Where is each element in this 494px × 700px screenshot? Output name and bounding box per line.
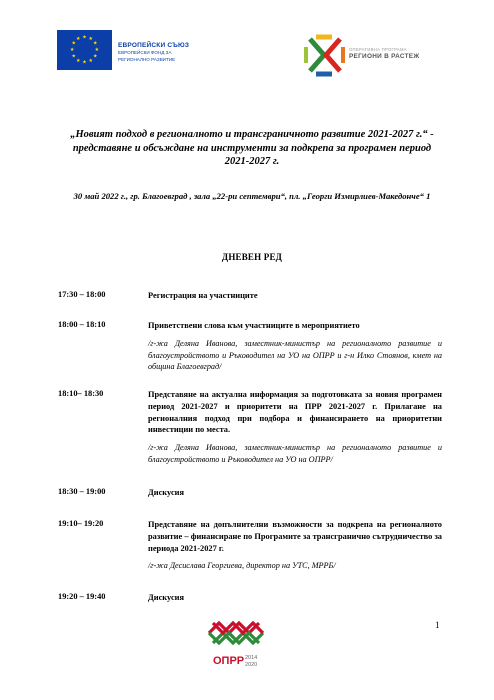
oprr-logo-years <box>245 655 257 668</box>
eu-logo-line2: ЕВРОПЕЙСКИ ФОНД ЗА <box>118 50 172 55</box>
agenda-speakers: /г-жа Десислава Георгиева, директор на УТС, МРРБ/ <box>148 561 336 571</box>
eu-logo-text <box>118 42 228 62</box>
svg-text:★: ★ <box>76 57 81 64</box>
agenda-title: Приветствени слова към участниците в мероприятието <box>148 321 360 330</box>
agenda-heading: ДНЕВЕН РЕД <box>221 252 283 262</box>
svg-text:★: ★ <box>88 57 93 64</box>
oprr-logo-year-start: 2014 <box>245 655 258 661</box>
oprr-logo-icon <box>205 613 267 653</box>
regions-logo-icon <box>302 33 347 78</box>
page-number: 1 <box>435 620 440 630</box>
agenda-speakers: /г-жа Деляна Иванова, заместник-министър на регионалното развитие и благоустройството и Ръководител на УО на ОПРР/ <box>148 443 442 464</box>
svg-text:★: ★ <box>82 59 87 66</box>
agenda-time: 18:10– 18:30 <box>58 389 104 398</box>
program-logo-text <box>349 47 449 60</box>
svg-text:★: ★ <box>92 53 98 60</box>
agenda-title: Представяне на актуална информация за подготовката за новия програмен период 2021-2027 и приоритети на ПРР 2021-2027 г. Прилагане на регионалния подход при подбора и финансирането на приоритетни инвестиции по места. <box>148 390 442 435</box>
document-title: „Новият подход в регионалното и трансграничното развитие 2021-2027 г.“ - представяне и обсъждане на инструменти за подкрепа за програмен период 2021-2027 г. <box>70 129 434 167</box>
program-logo-line1: ОПЕРАТИВНА ПРОГРАМА <box>349 47 407 52</box>
oprr-logo-name: ОПРР <box>213 655 245 667</box>
agenda-time: 17:30 – 18:00 <box>58 290 106 299</box>
svg-text:★: ★ <box>69 47 75 53</box>
agenda-title: Дискусия <box>148 593 185 602</box>
svg-text:★: ★ <box>82 34 87 41</box>
svg-text:★: ★ <box>76 36 81 43</box>
svg-text:★: ★ <box>71 40 77 47</box>
eu-logo-line3: РЕГИОНАЛНО РАЗВИТИЕ <box>118 56 176 62</box>
agenda-time: 19:10– 19:20 <box>58 519 104 528</box>
svg-text:★: ★ <box>88 36 93 43</box>
oprr-logo-year-end: 2020 <box>245 661 258 668</box>
agenda-time: 18:00 – 18:10 <box>58 320 106 329</box>
eu-flag-icon <box>57 30 112 70</box>
program-logo-line2: РЕГИОНИ В РАСТЕЖ <box>349 53 420 60</box>
event-details: 30 май 2022 г., гр. Благоевград , зала „22-ри септември“, пл. „Георги Измирлиев-Македончe“ 1 <box>73 191 431 201</box>
svg-text:★: ★ <box>71 53 77 60</box>
agenda-title: Представяне на допълнителни възможности за подкрепа на регионалното развитие – финансиране по Програмите за трансгранично сътрудничество за периода 2021-2027 г. <box>148 520 442 553</box>
svg-text:★: ★ <box>94 47 100 53</box>
eu-logo-line1: ЕВРОПЕЙСКИ СЪЮЗ <box>118 42 190 49</box>
svg-text:★: ★ <box>92 40 98 47</box>
agenda-time: 18:30 – 19:00 <box>58 487 106 496</box>
agenda-speakers: /г-жа Деляна Иванова, заместник-министър на регионалното развитие и благоустройството и Ръководител на УО на ОПРР и г-н Илко Стоянов, кмет на община Благоевград/ <box>148 338 442 372</box>
agenda-title: Регистрация на участниците <box>148 291 258 300</box>
agenda-title: Дискусия <box>148 488 185 497</box>
agenda-time: 19:20 – 19:40 <box>58 592 106 601</box>
